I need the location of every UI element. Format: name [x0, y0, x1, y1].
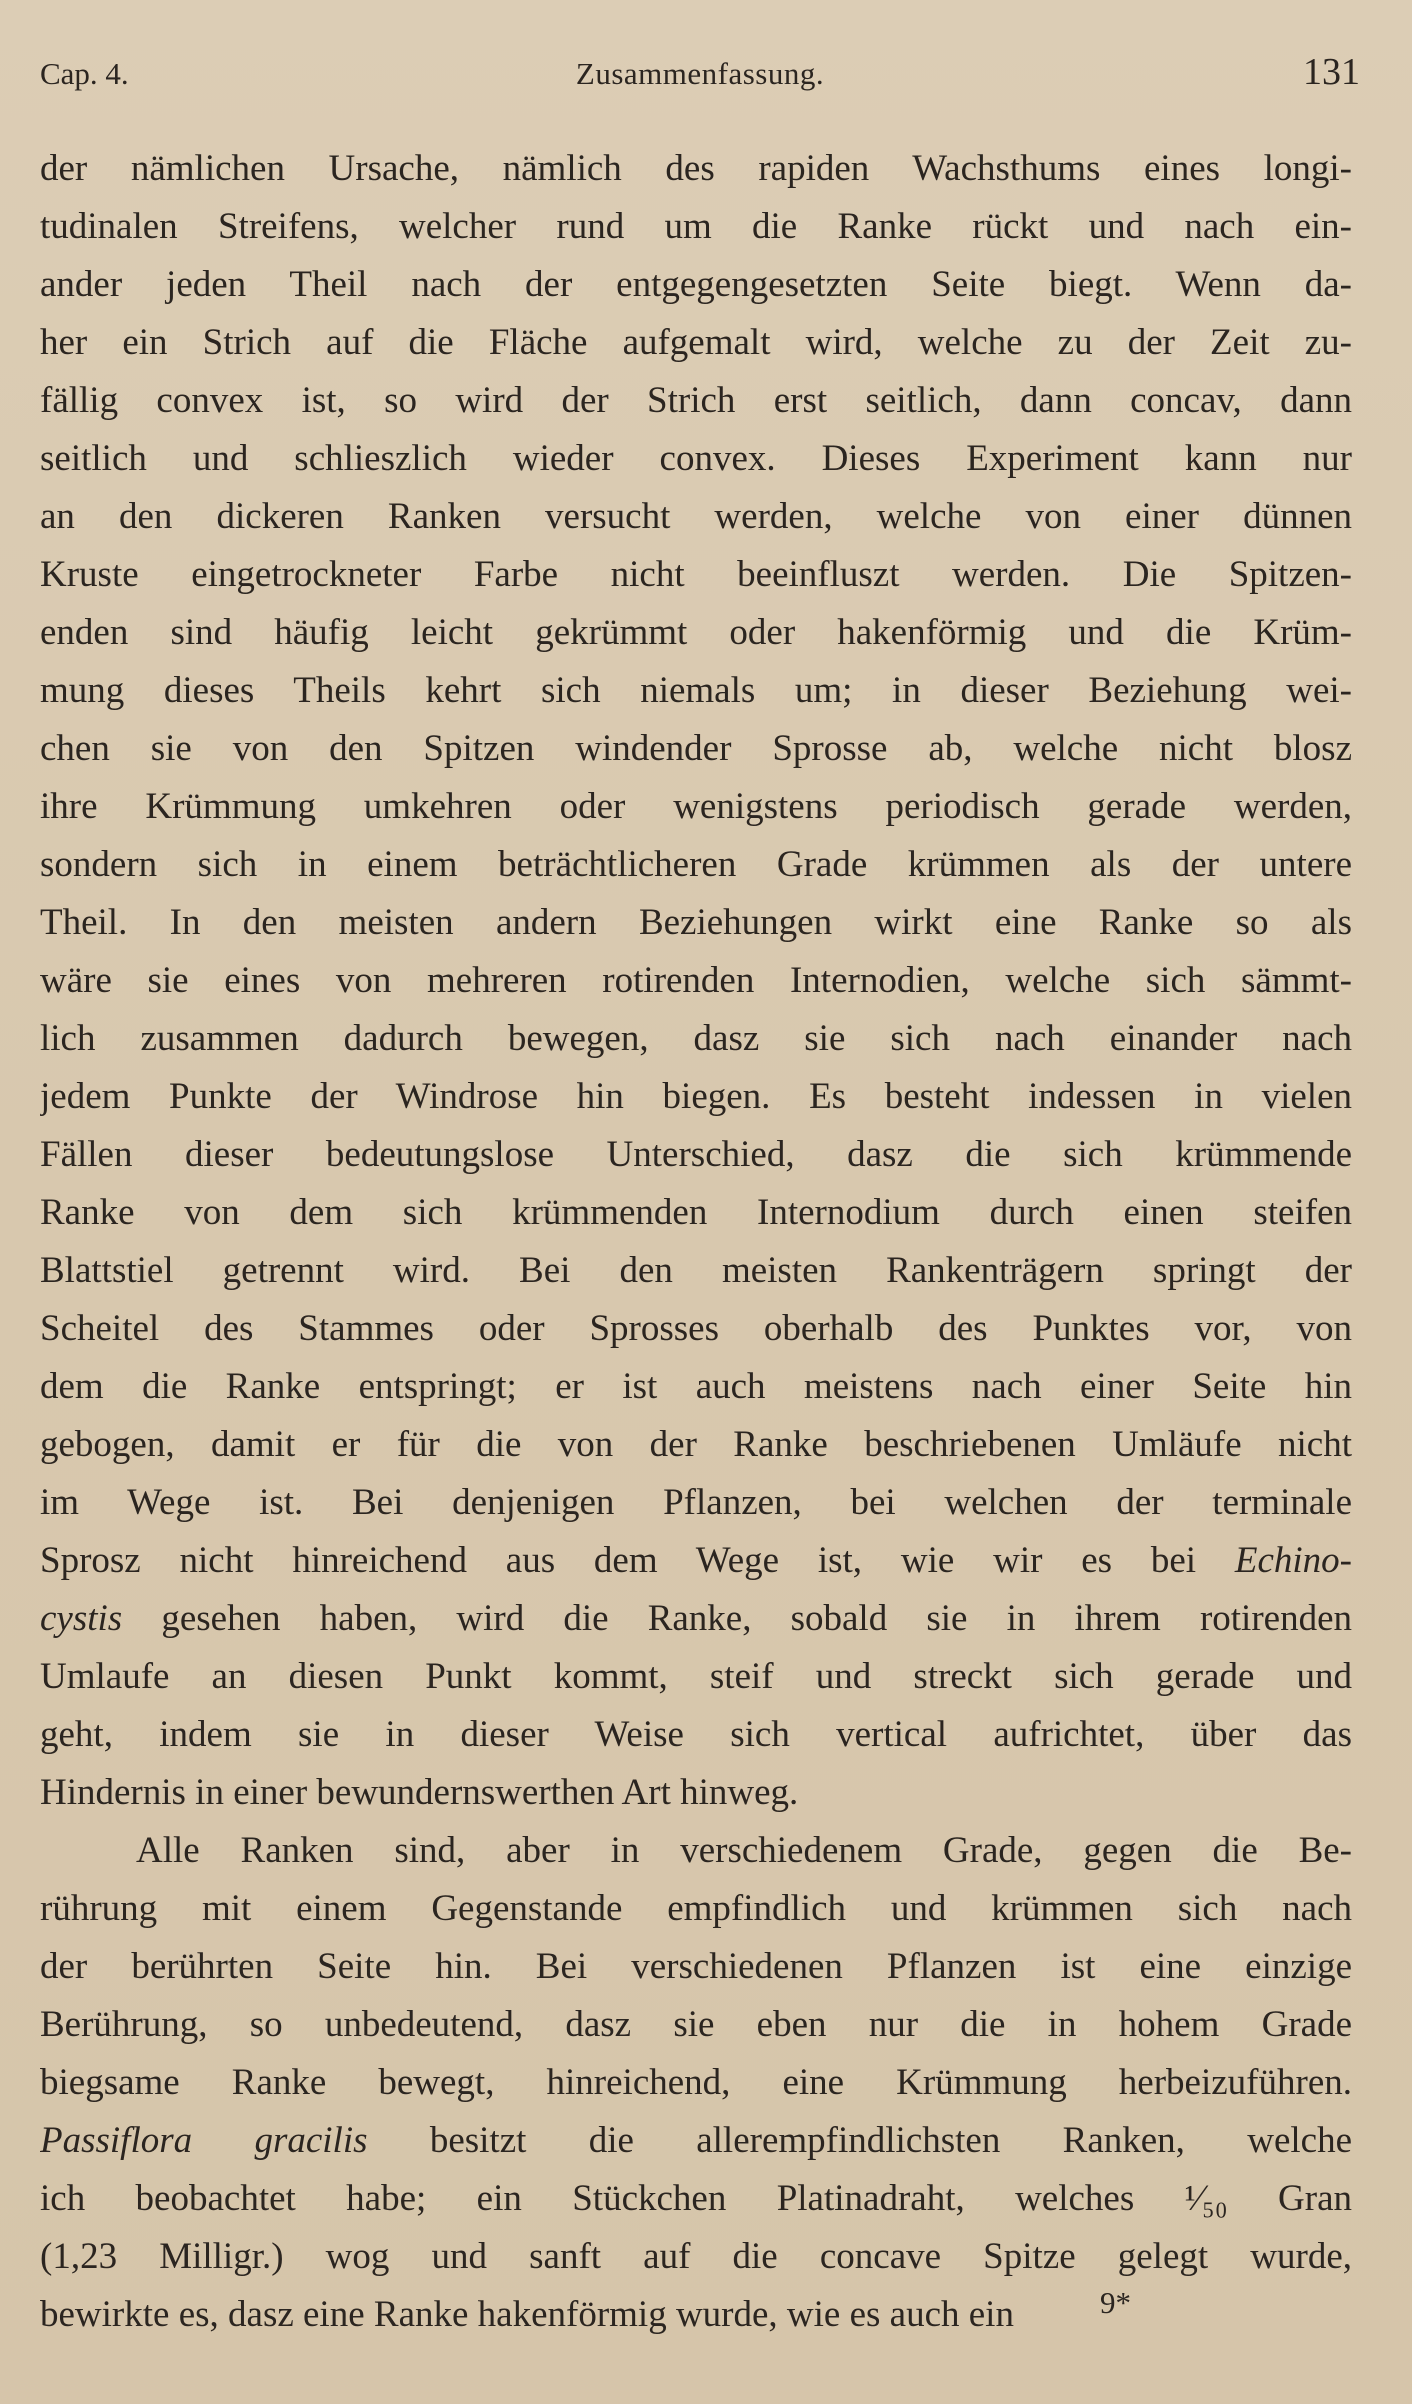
text-line: Umlaufe an diesen Punkt kommt, steif und streckt sich gerade und [40, 1656, 1352, 1697]
text-line: Theil. In den meisten andern Beziehungen wirkt eine Ranke so als [40, 902, 1352, 943]
text-line [40, 1590, 1352, 1648]
page-number: 131 [1303, 51, 1360, 93]
text-line: enden sind häufig leicht gekrümmt oder hakenförmig und die Krüm- [40, 612, 1352, 653]
text-line: Berührung, so unbedeutend, dasz sie eben nur die in hohem Grade [40, 2004, 1352, 2045]
text-line: der nämlichen Ursache, nämlich des rapiden Wachsthums eines longi- [40, 148, 1352, 189]
text-line: mung dieses Theils kehrt sich niemals um; in dieser Beziehung wei- [40, 670, 1352, 711]
italic-term: Echino- [1234, 1540, 1352, 1581]
text-line: ihre Krümmung umkehren oder wenigstens periodisch gerade werden, [40, 786, 1352, 827]
text-line: tudinalen Streifens, welcher rund um die Ranke rückt und nach ein- [40, 206, 1352, 247]
text-line: sondern sich in einem beträchtlicheren Grade krümmen als der untere [40, 844, 1352, 885]
text-line [40, 2112, 1352, 2170]
text-line: chen sie von den Spitzen windender Sprosse ab, welche nicht blosz [40, 728, 1352, 769]
text-line: biegsame Ranke bewegt, hinreichend, eine Krümmung herbeizuführen. [40, 2062, 1352, 2103]
text-line: ander jeden Theil nach der entgegengesetzten Seite biegt. Wenn da- [40, 264, 1352, 305]
text-line: her ein Strich auf die Fläche aufgemalt wird, welche zu der Zeit zu- [40, 322, 1352, 363]
text-line: rührung mit einem Gegenstande empfindlich und krümmen sich nach [40, 1888, 1352, 1929]
text-line: ich beobachtet habe; ein Stückchen Platinadraht, welches ¹⁄₅₀ Gran [40, 2178, 1352, 2219]
text-run: besitzt die allerempfindlichsten Ranken, welche [367, 2120, 1352, 2161]
italic-term: cystis [40, 1598, 123, 1639]
text-line: seitlich und schlieszlich wieder convex. Dieses Experiment kann nur [40, 438, 1352, 479]
text-line: Scheitel des Stammes oder Sprosses oberhalb des Punktes vor, von [40, 1308, 1352, 1349]
text-line: Blattstiel getrennt wird. Bei den meisten Rankenträgern springt der [40, 1250, 1352, 1291]
text-line: bewirkte es, dasz eine Ranke hakenförmig wurde, wie es auch ein [40, 2294, 1014, 2335]
chapter-label: Cap. 4. [40, 56, 129, 91]
text-line: Hindernis in einer bewundernswerthen Art hinweg. [40, 1772, 799, 1813]
text-line: Alle Ranken sind, aber in verschiedenem Grade, gegen die Be- [136, 1830, 1352, 1871]
text-line: gebogen, damit er für die von der Ranke beschriebenen Umläufe nicht [40, 1424, 1352, 1465]
text-line: Fällen dieser bedeutungslose Unterschied, dasz die sich krümmende [40, 1134, 1352, 1175]
running-title: Zusammenfassung. [575, 56, 825, 91]
italic-term: Passiflora gracilis [40, 2120, 368, 2161]
running-header [40, 50, 1360, 110]
text-line: jedem Punkte der Windrose hin biegen. Es besteht indessen in vielen [40, 1076, 1352, 1117]
text-line: im Wege ist. Bei denjenigen Pflanzen, bei welchen der terminale [40, 1482, 1352, 1523]
text-line [40, 1532, 1352, 1590]
text-line: Kruste eingetrockneter Farbe nicht beeinfluszt werden. Die Spitzen- [40, 554, 1352, 595]
text-line: lich zusammen dadurch bewegen, dasz sie sich nach einander nach [40, 1018, 1352, 1059]
body-text [40, 140, 1352, 2344]
text-line: fällig convex ist, so wird der Strich erst seitlich, dann concav, dann [40, 380, 1352, 421]
text-line: an den dickeren Ranken versucht werden, welche von einer dünnen [40, 496, 1352, 537]
text-run: Sprosz nicht hinreichend aus dem Wege ist, wie wir es bei [40, 1540, 1235, 1581]
text-run: gesehen haben, wird die Ranke, sobald sie in ihrem rotirenden [122, 1598, 1352, 1639]
text-line: dem die Ranke entspringt; er ist auch meistens nach einer Seite hin [40, 1366, 1352, 1407]
text-line: Ranke von dem sich krümmenden Internodium durch einen steifen [40, 1192, 1352, 1233]
text-line: der berührten Seite hin. Bei verschiedenen Pflanzen ist eine einzige [40, 1946, 1352, 1987]
text-line: geht, indem sie in dieser Weise sich vertical aufrichtet, über das [40, 1714, 1352, 1755]
text-line: (1,23 Milligr.) wog und sanft auf die concave Spitze gelegt wurde, [40, 2236, 1352, 2277]
text-line: wäre sie eines von mehreren rotirenden Internodien, welche sich sämmt- [40, 960, 1352, 1001]
signature-mark: 9* [1100, 2285, 1131, 2320]
